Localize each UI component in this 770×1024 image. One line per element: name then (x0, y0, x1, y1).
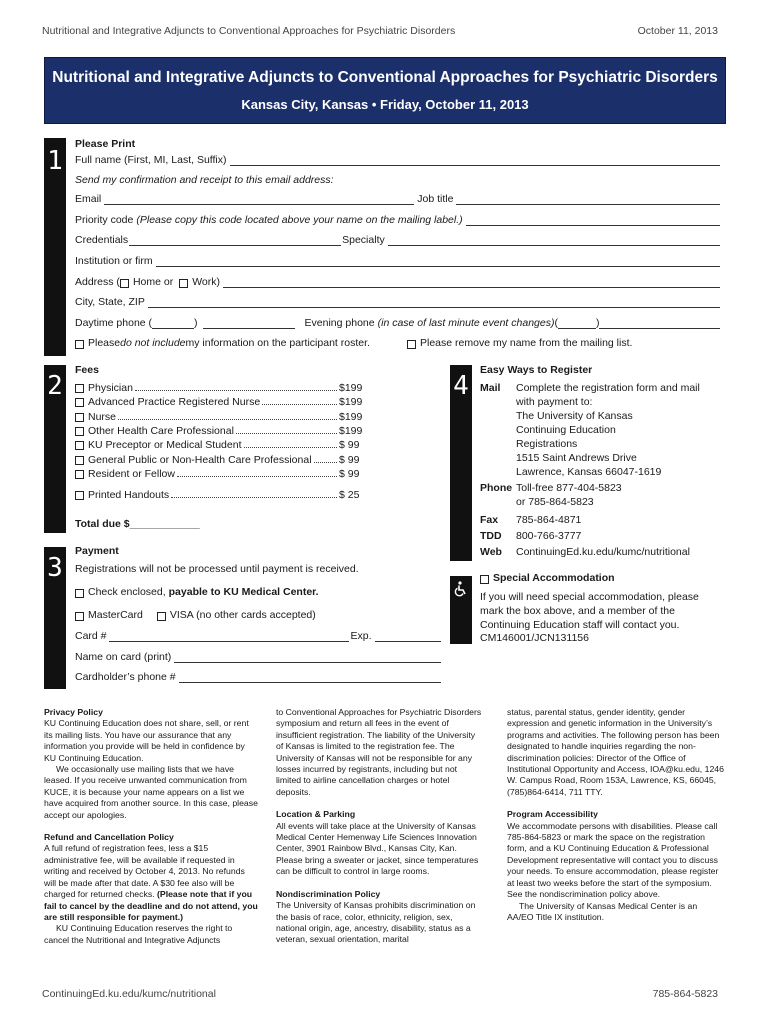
wheelchair-icon (453, 581, 469, 597)
check-option[interactable] (75, 586, 319, 598)
policy-column-2 (276, 707, 483, 946)
home-label: Home or (132, 276, 174, 288)
daytime-area-code[interactable] (152, 318, 194, 329)
refund-heading: Refund and Cancellation Policy (44, 832, 174, 843)
nondiscrimination-heading: Nondiscrimination Policy (276, 888, 381, 899)
special-text-line: If you will need special accommodation, please (480, 591, 699, 603)
leader-dots (244, 439, 338, 448)
fee-label: Advanced Practice Registered Nurse (88, 396, 261, 409)
address-label: Address ( (75, 276, 120, 288)
roster-option[interactable] (75, 337, 370, 349)
daytime-phone-label: Daytime phone ( (75, 317, 153, 329)
handouts-label: Printed Handouts (88, 489, 170, 501)
roster-label: Please (88, 337, 121, 349)
privacy-text: KU Continuing Education does not share, sell, or rent its mailing lists. You have our assurance that any information you provide will be held in confidence by KU Continuing Education. (44, 718, 249, 763)
fees-heading: Fees (75, 364, 99, 376)
handouts-amount: $ 25 (339, 489, 360, 501)
leader-dots (262, 396, 337, 405)
evening-phone-label: Evening phone (304, 317, 375, 329)
visa-checkbox[interactable] (157, 612, 166, 621)
special-accommodation-option[interactable] (480, 572, 615, 584)
mail-line: Lawrence, Kansas 66047-1619 (516, 466, 662, 478)
evening-note: (in case of last minute event changes) (377, 317, 555, 329)
fee-amount: $ 99 (339, 453, 360, 466)
fee-label: Physician (88, 382, 133, 394)
credentials-row (75, 234, 720, 246)
handouts-row[interactable] (75, 489, 365, 501)
fee-amount: $ 99 (339, 467, 360, 480)
priority-note: (Please copy this code located above your name on the mailing label.) (136, 214, 463, 226)
refund-continued: to Conventional Approaches for Psychiatric Disorders symposium and return all fees in the event of insufficient registration. The liability of the University of Kansas is limited to the registration fee. The University of Kansas will not be responsible for any losses incurred by registrants, including but not limited to airline cancellation charges or hotel deposits. (276, 707, 482, 797)
paren: ) (595, 317, 600, 329)
special-checkbox[interactable] (480, 575, 489, 584)
cardholder-phone-label: Cardholder’s phone # (75, 671, 176, 683)
policy-column-3 (507, 707, 725, 923)
email-field[interactable] (104, 194, 414, 205)
specialty-field[interactable] (388, 235, 720, 246)
please-print-label: Please Print (75, 138, 136, 150)
footer-phone: 785-864-5823 (652, 988, 718, 1000)
privacy-heading: Privacy Policy (44, 707, 103, 717)
priority-code-field[interactable] (75, 214, 720, 226)
mail-address (516, 381, 736, 479)
section-1-marker (44, 138, 66, 356)
leader-dots (236, 425, 337, 434)
nondiscrimination-text: The University of Kansas prohibits discrimination on the basis of race, color, ethnicity, religion, sex, national origin, age, ancestry, disability, status as a veteran, sexual orientation, marital (276, 900, 476, 945)
accessibility-text: We accommodate persons with disabilities. Please call 785-864-5823 or mark the space on the registration form, and a KU Continuing Education & Professional Development representative will contact you to discuss your needs. To ensure accommodation, please register at least two weeks before the start of the symposium. See the nondiscrimination policy above. (507, 820, 719, 900)
fee-checkbox[interactable] (75, 456, 84, 465)
fee-row[interactable] (75, 439, 365, 451)
section-2-marker (44, 365, 66, 533)
phone-row (75, 317, 720, 329)
refund-text: A full refund of registration fees, less a $15 administrative fee, will be available if requested in writing and received by October 4, 2013. No refunds will be made after that date. A $30 fee also will be charged for returned checks. (44, 843, 245, 900)
payment-heading: Payment (75, 545, 119, 557)
exp-field[interactable] (375, 631, 441, 642)
card-row (75, 630, 441, 642)
payment-note: Registrations will not be processed until payment is received. (75, 563, 359, 575)
specialty-label: Specialty (342, 234, 385, 246)
header-date: October 11, 2013 (637, 25, 718, 37)
roster-checkbox[interactable] (75, 340, 84, 349)
email-label: Email (75, 193, 102, 205)
roster-label-italic: do not include (120, 337, 186, 349)
mail-line: The University of Kansas (516, 410, 633, 422)
job-title-field[interactable] (456, 194, 720, 205)
send-confirm-label: Send my confirmation and receipt to this email address: (75, 174, 334, 186)
web-label: Web (480, 546, 502, 558)
accessibility-icon (450, 576, 472, 644)
phone-label: Phone (480, 482, 513, 494)
location-heading: Location & Parking (276, 809, 356, 820)
refund-note: (Please note that if you fail to cancel by the deadline and do not attend, you are still responsible for payment.) (44, 889, 258, 922)
mailing-list-option[interactable] (407, 337, 632, 349)
mail-label: Mail (480, 382, 501, 394)
fee-row[interactable] (75, 454, 365, 466)
leader-dots (118, 411, 337, 420)
fee-checkbox[interactable] (75, 470, 84, 479)
check-checkbox[interactable] (75, 589, 84, 598)
fax-label: Fax (480, 514, 499, 526)
exp-label: Exp. (350, 630, 372, 642)
course-code: CM146001/JCN131156 (480, 632, 589, 644)
cardholder-phone-field[interactable] (75, 671, 441, 683)
fee-checkbox[interactable] (75, 441, 84, 450)
total-due: Total due $____________ (75, 518, 200, 530)
full-name-line[interactable] (230, 155, 720, 166)
footer-url[interactable]: ContinuingEd.ku.edu/kumc/nutritional (42, 988, 216, 1000)
refund-text-2: KU Continuing Education reserves the right to cancel the Nutritional and Integrative Adjuncts (44, 923, 233, 945)
fee-label: KU Preceptor or Medical Student (88, 439, 242, 452)
card-label: Card # (75, 630, 107, 642)
fee-label: General Public or Non-Health Care Professional (88, 453, 312, 466)
name-on-card-line[interactable] (174, 652, 441, 663)
fee-label: Nurse (88, 410, 117, 423)
city-line[interactable] (148, 297, 720, 308)
nondiscrimination-continued: status, parental status, gender identity, gender expression and genetic information in the University’s programs and activities. The following person has been designated to handle inquiries regarding the non-discrimination policies: Director of the Office of Institutional Opportunity and Access, IOA@ku.edu, 1246 W. Campus Road, Room 153A, Lawrence, KS, 66045, (785)864-6414, 711 TTY. (507, 707, 724, 797)
fee-checkbox[interactable] (75, 413, 84, 422)
leader-dots (177, 468, 337, 477)
fee-checkbox[interactable] (75, 427, 84, 436)
phone-line: or 785-864-5823 (516, 496, 594, 508)
special-text-line: Continuing Education staff will contact you. (480, 619, 680, 631)
mail-line: Continuing Education (516, 424, 616, 436)
special-heading: Special Accommodation (493, 572, 615, 584)
address-line[interactable] (223, 277, 720, 288)
roster-label-rest: my information on the participant roster. (185, 337, 370, 349)
fee-label: Resident or Fellow (88, 467, 175, 480)
privacy-text-2: We occasionally use mailing lists that we have leased. If you receive unwanted communication from KUCE, it is because your name appears on a list we have acquired from another source. In this case, please accept our apologies. (44, 764, 258, 820)
check-payable: payable to KU Medical Center. (168, 586, 319, 598)
running-header (42, 25, 718, 37)
fee-checkbox[interactable] (75, 398, 84, 407)
policy-column-1 (44, 707, 259, 946)
institution-label: Institution or firm (75, 255, 153, 267)
tdd-label: TDD (480, 530, 502, 542)
section-number: 4 (453, 371, 469, 401)
priority-label: Priority code (75, 214, 134, 226)
name-on-card-label: Name on card (print) (75, 651, 172, 663)
section-3-marker (44, 547, 66, 689)
fee-row[interactable] (75, 382, 365, 394)
header-title: Nutritional and Integrative Adjuncts to Conventional Approaches for Psychiatric Disorders (42, 25, 456, 37)
fee-row[interactable] (75, 396, 365, 408)
fee-row[interactable] (75, 468, 365, 480)
mail-line: with payment to: (516, 396, 593, 408)
full-name-field[interactable] (75, 154, 720, 166)
evening-phone-field[interactable] (599, 318, 720, 329)
daytime-phone-field[interactable] (203, 318, 295, 329)
evening-area-code[interactable] (558, 318, 596, 329)
job-title-label: Job title (417, 193, 454, 205)
card-number-field[interactable] (109, 631, 349, 642)
register-heading: Easy Ways to Register (480, 364, 593, 376)
fee-amount: $199 (339, 410, 363, 423)
running-footer (42, 988, 718, 1000)
section-number: 2 (47, 371, 63, 401)
tdd-number: 800-766-3777 (516, 530, 582, 542)
section-number: 3 (47, 553, 63, 583)
title-banner (44, 57, 726, 124)
special-text (480, 590, 725, 632)
institution-line[interactable] (156, 256, 720, 267)
full-name-label: Full name (First, MI, Last, Suffix) (75, 154, 227, 166)
location-text: All events will take place at the University of Kansas Medical Center Hemenway Life Sciences Innovation Center, 3901 Rainbow Blvd., Kansas City, Kan. Please bring a sweater or jacket, since temperatures can be difficult to control in large rooms. (276, 820, 479, 877)
handouts-checkbox[interactable] (75, 491, 84, 500)
city-field[interactable] (75, 296, 720, 308)
paren: ) (194, 317, 198, 329)
fee-row[interactable] (75, 411, 365, 423)
priority-line[interactable] (466, 215, 720, 226)
section-number: 1 (47, 146, 63, 176)
visa-label: VISA (no other cards accepted) (169, 609, 316, 621)
mailing-checkbox[interactable] (407, 340, 416, 349)
leader-dots (171, 489, 337, 498)
cardholder-phone-line[interactable] (179, 672, 441, 683)
email-job-row (75, 193, 720, 205)
work-label: Work) (192, 276, 221, 288)
city-label: City, State, ZIP (75, 296, 145, 308)
mastercard-label: MasterCard (88, 609, 143, 621)
phone-numbers (516, 481, 736, 509)
leader-dots (314, 454, 337, 463)
credentials-label: Credentials (75, 234, 129, 246)
mailing-label: Please remove my name from the mailing list. (420, 337, 633, 349)
work-checkbox[interactable] (179, 279, 188, 288)
special-text-line: mark the box above, and a member of the (480, 605, 675, 617)
card-type-row (75, 609, 316, 621)
credentials-field[interactable] (129, 235, 341, 246)
fax-number: 785-864-4871 (516, 514, 582, 526)
accessibility-heading: Program Accessibility (507, 809, 598, 820)
mail-line: Complete the registration form and mail (516, 382, 700, 394)
paren: ( (554, 317, 558, 329)
leader-dots (135, 382, 337, 391)
fee-amount: $ 99 (339, 439, 360, 452)
banner-title: Nutritional and Integrative Adjuncts to Conventional Approaches for Psychiatric Disorders (52, 69, 718, 86)
fee-label: Other Health Care Professional (88, 424, 234, 437)
section-4-marker (450, 365, 472, 561)
home-checkbox[interactable] (120, 279, 129, 288)
fee-amount: $199 (339, 382, 363, 394)
accessibility-text-2: The University of Kansas Medical Center is an AA/EO Title IX institution. (507, 900, 698, 922)
banner-subtitle: Kansas City, Kansas • Friday, October 11, 2013 (241, 97, 529, 112)
fee-row[interactable] (75, 425, 365, 437)
web-url[interactable]: ContinuingEd.ku.edu/kumc/nutritional (516, 546, 690, 558)
institution-field[interactable] (75, 255, 720, 267)
phone-line: Toll-free 877-404-5823 (516, 482, 622, 494)
fee-amount: $199 (339, 424, 363, 437)
mail-line: 1515 Saint Andrews Drive (516, 452, 637, 464)
check-label: Check enclosed, (88, 586, 166, 598)
fee-checkbox[interactable] (75, 384, 84, 393)
mastercard-checkbox[interactable] (75, 612, 84, 621)
fee-amount: $199 (339, 396, 363, 409)
mail-line: Registrations (516, 438, 578, 450)
name-on-card-field[interactable] (75, 651, 441, 663)
address-field[interactable] (75, 276, 720, 288)
